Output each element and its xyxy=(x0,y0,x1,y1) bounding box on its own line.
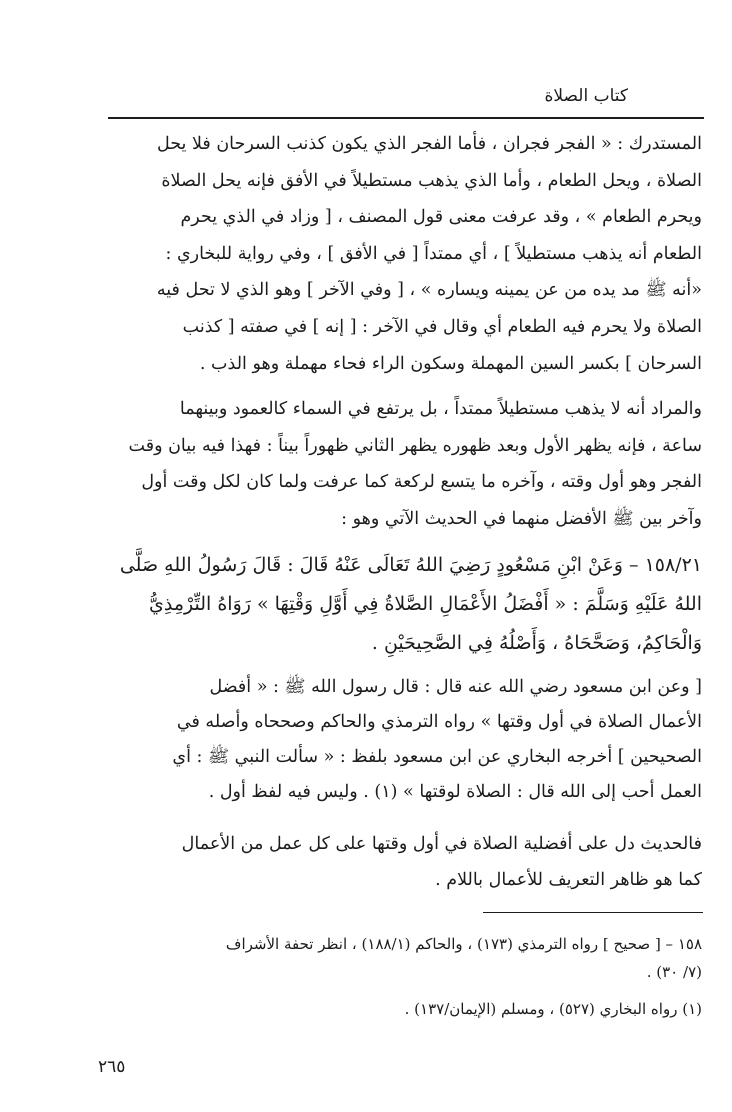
text-line: السرحان ] بكسر السين المهملة وسكون الراء فحاء مهملة وهو الذب . xyxy=(199,353,702,374)
footnote-rule xyxy=(483,912,703,913)
text-line: اللهُ عَلَيْهِ وَسَلَّمَ : « أَفْضَلُ الأَعْمَالِ الصَّلاةُ فِي أَوَّلِ وَقْتِهَا » رَوَاهُ التِّرْمِذِيُّ xyxy=(149,593,702,615)
text-line: العمل أحب إلى الله قال : الصلاة لوقتها » (١) . وليس فيه لفظ أول . xyxy=(208,782,702,802)
footnote xyxy=(104,996,702,1022)
commentary-paragraph xyxy=(104,391,702,537)
text-line: الأعمال الصلاة في أول وقتها » رواه الترمذي والحاكم وصححاه وأصله في xyxy=(176,712,702,732)
hadith-text xyxy=(104,546,702,663)
footnote-line: (١) رواه البخاري (٥٢٧) ، ومسلم (الإيمان/١٣٧) . xyxy=(404,1000,702,1018)
text-line: فالحديث دل على أفضلية الصلاة في أول وقتها على كل عمل من الأعمال xyxy=(181,834,702,854)
text-line: الطعام أنه يذهب مستطيلاً ] ، أي ممتداً [ في الأفق ] ، وفي رواية للبخاري : xyxy=(165,243,702,264)
text-line: الصلاة ولا يحرم فيه الطعام أي وقال في الآخر : [ إنه ] في صفته [ كذنب xyxy=(182,316,702,337)
text-line: والمراد أنه لا يذهب مستطيلاً ممتداً ، بل يرتفع في السماء كالعمود وبينهما xyxy=(179,399,702,419)
text-line: وآخر بين ﷺ الأفضل منهما في الحديث الآتي وهو : xyxy=(341,508,702,529)
text-line: الفجر وهو أول وقته ، وآخره ما يتسع لركعة كما عرفت ولما كان لكل وقت أول xyxy=(141,472,702,492)
text-line: ١٥٨/٢١ – وَعَنْ ابْنِ مَسْعُودٍ رَضِيَ اللهُ تَعَالَى عَنْهُ قَالَ : قَالَ رَسُولُ اللهِ صَلَّى xyxy=(119,554,702,576)
running-title: كتاب الصلاة xyxy=(544,86,628,106)
text-line: الصحيحين ] أخرجه البخاري عن ابن مسعود بلفظ : « سألت النبي ﷺ : أي xyxy=(172,747,702,767)
footnote-line: ١٥٨ – [ صحيح ] رواه الترمذي (١٧٣) ، والحاكم (١٨٨/١) ، انظر تحفة الأشراف xyxy=(225,935,702,953)
commentary-paragraph xyxy=(104,826,702,898)
footnote xyxy=(104,930,702,986)
text-line: ويحرم الطعام » ، وقد عرفت معنى قول المصنف ، [ وزاد في الذي يحرم xyxy=(180,207,702,228)
text-line: ساعة ، فإنه يظهر الأول وبعد ظهوره يظهر الثاني ظهوراً بيناً : فهذا فيه بيان وقت xyxy=(128,435,702,456)
page-number: ٢٦٥ xyxy=(98,1057,126,1077)
header-rule xyxy=(108,117,704,119)
commentary-paragraph xyxy=(104,670,702,810)
text-line: الصلاة ، ويحل الطعام ، وأما الذي يذهب مستطيلاً في الأفق فإنه يحل الصلاة xyxy=(161,170,702,191)
text-line: [ وعن ابن مسعود رضي الله عنه قال : قال رسول الله ﷺ : « أفضل xyxy=(209,677,702,697)
commentary-paragraph xyxy=(104,126,702,382)
text-line: وَالْحَاكِمُ، وَصَحَّحَاهُ ، وَأَصْلُهُ فِي الصَّحِيحَيْنِ . xyxy=(371,632,702,654)
text-line: المستدرك : « الفجر فجران ، فأما الفجر الذي يكون كذنب السرحان فلا يحل xyxy=(156,134,702,154)
footnote-line: (٧/ ٣٠) . xyxy=(646,963,702,981)
text-line: كما هو ظاهر التعريف للأعمال باللام . xyxy=(435,870,702,890)
text-line: «أنه ﷺ مد يده من عن يمينه ويساره » ، [ وفي الآخر ] وهو الذي لا تحل فيه xyxy=(156,280,702,301)
